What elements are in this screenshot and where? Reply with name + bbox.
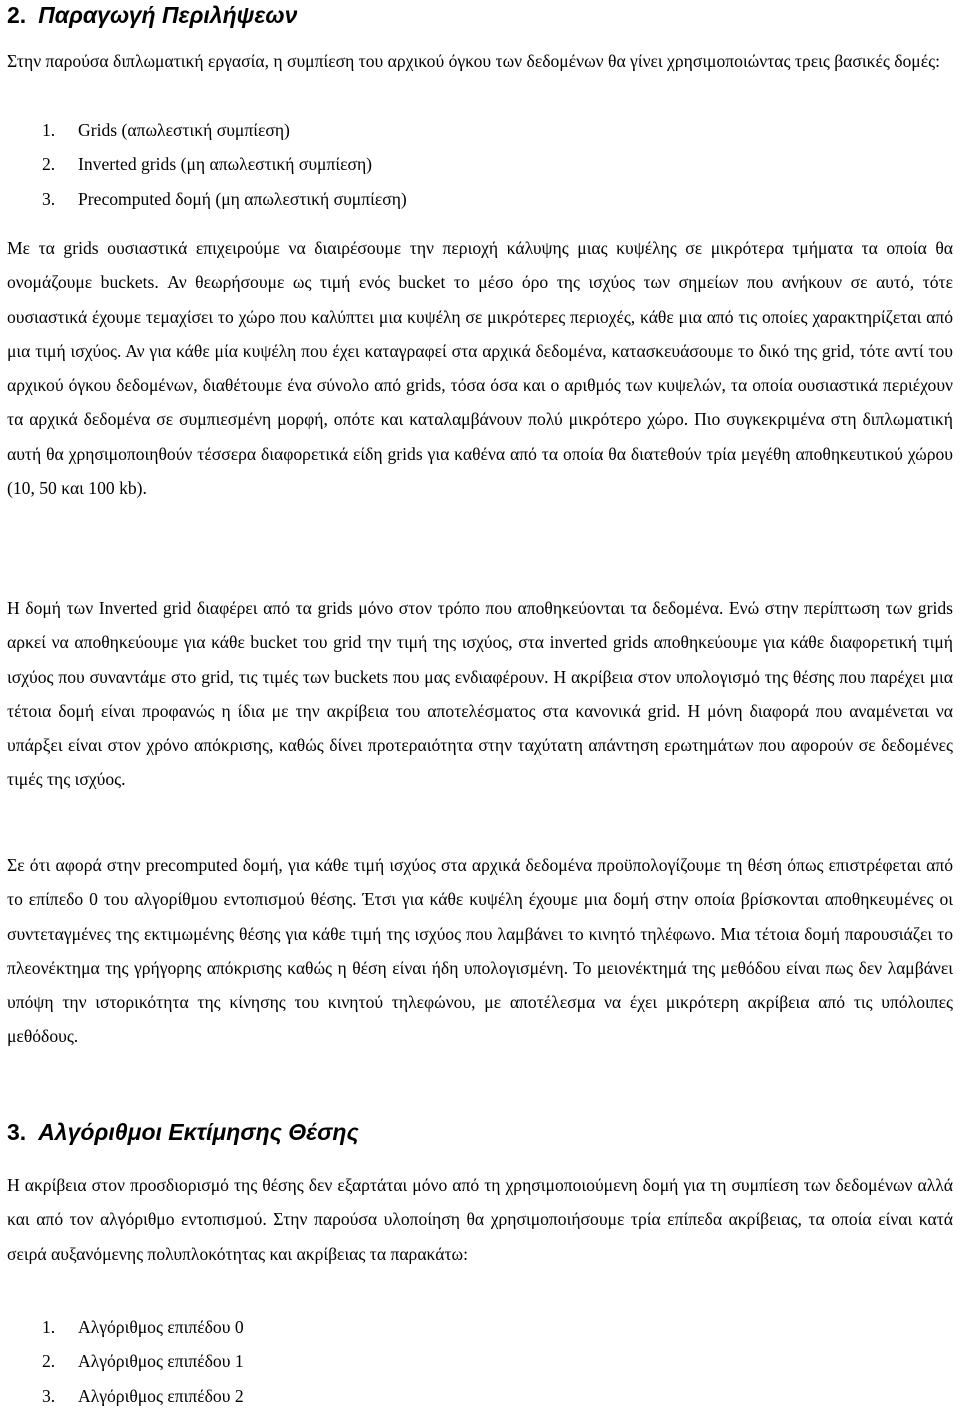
- list-item-text: Αλγόριθμος επιπέδου 1: [78, 1351, 244, 1372]
- section-3-number: 3.: [7, 1119, 27, 1145]
- list-marker: 1.: [42, 1317, 56, 1337]
- list-item: [7, 1310, 244, 1344]
- list-item: [7, 147, 407, 181]
- list-marker: 3.: [42, 1385, 56, 1406]
- list-item-text: Grids (απωλεστική συμπίεση): [78, 120, 290, 140]
- algorithm-levels-list: [7, 1310, 244, 1413]
- section-2-number: 2.: [7, 2, 27, 28]
- list-marker: 2.: [42, 1351, 56, 1372]
- section-2-title: Παραγωγή Περιλήψεων: [38, 2, 298, 28]
- precomputed-paragraph: Σε ότι αφορά στην precomputed δομή, για κάθε τιμή ισχύος στα αρχικά δεδομένα προϋπολογίζουμε τη θέση όπως επιστρέφεται από το επίπεδο 0 του αλγορίθμου εντοπισμού θέσης. Έτσι για κάθε κυψέλη έχουμε μια δομή στην οποία βρίσκονται αποθηκευμένες οι συντεταγμένες της εκτιμωμένης θέσης για κάθε τιμή της ισχύος που λαμβάνει το κινητό τηλέφωνο. Μια τέτοια δομή παρουσιάζει το πλεονέκτημα της γρήγορης απόκρισης καθώς η θέση είναι ήδη υπολογισμένη. Το μειονέκτημά της μεθόδου είναι πως δεν λαμβάνει υπόψη την ιστορικότητα της κίνησης του κινητού τηλεφώνου, με αποτέλεσμα να έχει μικρότερη ακρίβεια από τις υπόλοιπες μεθόδους.: [7, 855, 953, 1047]
- list-marker: 2.: [42, 154, 56, 175]
- section-3-paragraph: Η ακρίβεια στον προσδιορισμό της θέσης δεν εξαρτάται μόνο από τη χρησιμοποιούμενη δομή για τη συμπίεση των δεδομένων αλλά και από τον αλγόριθμο εντοπισμού. Στην παρούσα υλοποίηση θα χρησιμοποιήσουμε τρία επίπεδα ακρίβειας, τα οποία είναι κατά σειρά αυξανόμενης πολυπλοκότητας και ακρίβειας τα παρακάτω:: [7, 1175, 953, 1264]
- section-3-title: Αλγόριθμοι Εκτίμησης Θέσης: [38, 1119, 359, 1145]
- inverted-grids-paragraph: Η δομή των Inverted grid διαφέρει από τα grids μόνο στον τρόπο που αποθηκεύονται τα δεδομένα. Ενώ στην περίπτωση των grids αρκεί να αποθηκεύουμε για κάθε bucket του grid την τιμή της ισχύος, στα inverted grids αποθηκεύουμε για κάθε διαφορετική τιμή ισχύος που συναντάμε στο grid, τις τιμές των buckets που μας ενδιαφέρουν. Η ακρίβεια στον υπολογισμό της θέσης που παρέχει μια τέτοια δομή είναι προφανώς η ίδια με την ακρίβεια του αποτελέσματος στα κανονικά grid. Η μόνη διαφορά που αναμένεται να υπάρξει είναι στον χρόνο απόκρισης, καθώς δίνει προτεραιότητα στην ταχύτατη απάντηση ερωτημάτων που αφορούν σε δεδομένες τιμές της ισχύος.: [7, 598, 953, 790]
- list-item-text: Precomputed δομή (μη απωλεστική συμπίεση): [78, 188, 407, 209]
- list-marker: 1.: [42, 120, 56, 140]
- list-item-text: Αλγόριθμος επιπέδου 0: [78, 1317, 244, 1337]
- list-item-text: Αλγόριθμος επιπέδου 2: [78, 1385, 244, 1406]
- list-item: [7, 113, 407, 147]
- structures-list: [7, 113, 407, 216]
- list-item: [7, 182, 407, 216]
- section-2-intro: Στην παρούσα διπλωματική εργασία, η συμπίεση του αρχικού όγκου των δεδομένων θα γίνει χρησιμοποιώντας τρεις βασικές δομές:: [7, 51, 940, 71]
- section-3-heading: [7, 1117, 359, 1147]
- grids-paragraph: Με τα grids ουσιαστικά επιχειρούμε να διαιρέσουμε την περιοχή κάλυψης μιας κυψέλης σε μικρότερα τμήματα τα οποία θα ονομάζουμε buckets. Αν θεωρήσουμε ως τιμή ενός bucket το μέσο όρο της ισχύος των σημείων που ανήκουν σε αυτό, τότε ουσιαστικά έχουμε τεμαχίσει το χώρο που καλύπτει μια κυψέλη σε μικρότερες περιοχές, κάθε μια από τις οποίες χαρακτηρίζεται από μια τιμή ισχύος. Αν για κάθε μία κυψέλη που έχει καταγραφεί στα αρχικά δεδομένα, κατασκευάσουμε το δικό της grid, τότε αντί του αρχικού όγκου δεδομένων, διαθέτουμε ένα σύνολο από grids, τόσα όσα και ο αριθμός των κυψελών, τα οποία ουσιαστικά περιέχουν τα αρχικά δεδομένα σε συμπιεσμένη μορφή, οπότε και καταλαμβάνουν πολύ μικρότερο χώρο. Πιο συγκεκριμένα στη διπλωματική αυτή θα χρησιμοποιηθούν τέσσερα διαφορετικά είδη grids για καθένα από τα οποία θα διατεθούν τρία μεγέθη αποθηκευτικού χώρου (10, 50 και 100 kb).: [7, 238, 953, 499]
- list-marker: 3.: [42, 188, 56, 209]
- list-item-text: Inverted grids (μη απωλεστική συμπίεση): [78, 154, 373, 175]
- section-2-heading: [7, 0, 297, 30]
- list-item: [7, 1344, 244, 1378]
